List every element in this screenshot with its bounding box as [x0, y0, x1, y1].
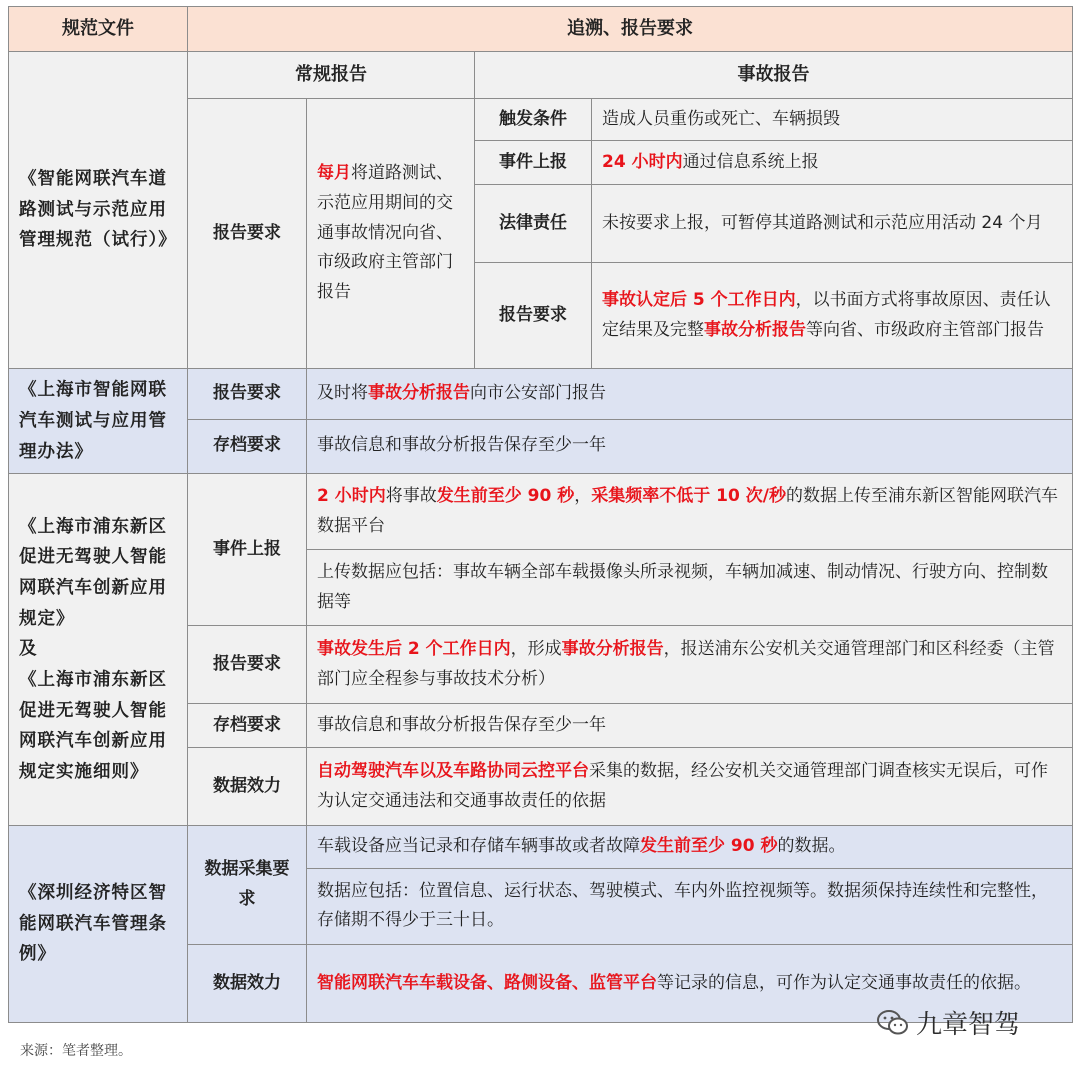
- label-sz-validity: 数据效力: [188, 944, 307, 1022]
- red-2h: 2 小时内: [317, 485, 386, 506]
- sh-archive-text: 事故信息和事故分析报告保存至少一年: [307, 419, 1073, 474]
- pd-validity-text: [307, 748, 1073, 826]
- report-text2: 等向省、市级政府主管部门报告: [806, 319, 1044, 340]
- label-pd-report: 报告要求: [188, 626, 307, 704]
- label-sh-archive: 存档要求: [188, 419, 307, 474]
- report-text: [592, 263, 1073, 369]
- sh-text2: 向市公安部门报告: [470, 383, 606, 404]
- label-sz-collect: 数据采集要求: [188, 826, 307, 945]
- doc-national: 《智能网联汽车道路测试与示范应用管理规范（试行）》: [9, 51, 188, 369]
- label-report-req: 报告要求: [188, 98, 307, 369]
- red-sz-90s: 发生前至少 90 秒: [640, 836, 778, 857]
- label-sh-report: 报告要求: [188, 369, 307, 419]
- pd-report-text: [307, 626, 1073, 704]
- legal-text: 未按要求上报，可暂停其道路测试和示范应用活动 24 个月: [592, 185, 1073, 263]
- trigger-text: 造成人员重伤或死亡、车辆损毁: [592, 98, 1073, 141]
- sz-collect-text: [307, 826, 1073, 869]
- pd-vtext: 采集的数据，经公安机关交通管理部门调查核实无误后，可作为认定交通违法和交通事故责任的依据: [317, 760, 1048, 811]
- pd-text3: 的数据上传至浦东新区智能网联汽车数据平台: [317, 485, 1058, 536]
- label-report: 报告要求: [475, 263, 592, 369]
- label-pd-validity: 数据效力: [188, 748, 307, 826]
- doc-shanghai: 《上海市智能网联汽车测试与应用管理办法》: [9, 369, 188, 474]
- header-requirements: 追溯、报告要求: [188, 7, 1073, 52]
- label-trigger: 触发条件: [475, 98, 592, 141]
- regulation-table: [8, 6, 1073, 1023]
- red-sz-devices: 智能网联汽车车载设备、路侧设备、监管平台: [317, 972, 657, 993]
- header-accident-report: 事故报告: [475, 51, 1073, 98]
- red-analysis: 事故分析报告: [704, 319, 806, 340]
- doc-pudong-and: 及: [19, 639, 38, 660]
- doc-pudong-2: 《上海市浦东新区促进无驾驶人智能网联汽车创新应用规定实施细则》: [19, 669, 167, 782]
- red-monthly: 每月: [317, 163, 351, 183]
- pd-event-text: [307, 474, 1073, 550]
- doc-pudong-1: 《上海市浦东新区促进无驾驶人智能网联汽车创新应用规定》: [19, 516, 167, 629]
- sh-text1: 及时将: [317, 383, 368, 404]
- watermark: [876, 1004, 1020, 1041]
- red-24h: 24 小时内: [602, 151, 683, 172]
- event-plain: 通过信息系统上报: [682, 151, 819, 172]
- label-event: 事件上报: [475, 141, 592, 185]
- header-doc: 规范文件: [9, 7, 188, 52]
- label-legal: 法律责任: [475, 185, 592, 263]
- regular-text: 将道路测试、示范应用期间的交通事故情况向省、市级政府主管部门报告: [317, 163, 453, 302]
- doc-pudong: [9, 474, 188, 826]
- wechat-icon: [876, 1009, 910, 1037]
- red-90s: 发生前至少 90 秒: [436, 485, 575, 506]
- sz-data-text: 数据应包括：位置信息、运行状态、驾驶模式、车内外监控视频等。数据须保持连续性和完整性，存储期不得少于三十日。: [307, 868, 1073, 944]
- pd-text1: 将事故: [385, 485, 437, 506]
- red-pd-analysis: 事故分析报告: [561, 638, 664, 659]
- pd-rtext2: ，报送浦东公安机关交通管理部门和区科经委（主管部门应全程参与事故技术分析）: [317, 638, 1055, 689]
- pd-upload-text: 上传数据应包括：事故车辆全部车载摄像头所录视频，车辆加减速、制动情况、行驶方向、控制数据等: [307, 550, 1073, 626]
- red-cloud: 自动驾驶汽车以及车路协同云控平台: [317, 760, 589, 781]
- watermark-text: 九章智驾: [916, 1010, 1021, 1040]
- red-5days: 事故认定后 5 个工作日内: [602, 290, 796, 310]
- report-text1: ，以书面方式将事故原因、责任认定结果及完整: [602, 290, 1051, 340]
- sz-vtext: 等记录的信息，可作为认定交通事故责任的依据。: [657, 972, 1031, 993]
- sh-report-text: [307, 369, 1073, 419]
- red-2days: 事故发生后 2 个工作日内: [317, 638, 511, 659]
- doc-shenzhen: 《深圳经济特区智能网联汽车管理条例》: [9, 826, 188, 1023]
- source-note: 来源：笔者整理。: [20, 1043, 132, 1059]
- pd-rtext1: ，形成: [510, 638, 562, 659]
- event-text: [592, 141, 1073, 185]
- sz-ctext2: 的数据。: [777, 836, 846, 857]
- label-pd-event: 事件上报: [188, 474, 307, 626]
- regular-report-text: [307, 98, 475, 369]
- label-pd-archive: 存档要求: [188, 704, 307, 748]
- pd-text2: ，: [574, 485, 592, 506]
- red-sh-analysis: 事故分析报告: [368, 383, 470, 404]
- pd-archive-text: 事故信息和事故分析报告保存至少一年: [307, 704, 1073, 748]
- sz-ctext1: 车载设备应当记录和存储车辆事故或者故障: [317, 836, 640, 857]
- red-freq: 采集频率不低于 10 次/秒: [591, 485, 786, 506]
- header-regular-report: 常规报告: [188, 51, 475, 98]
